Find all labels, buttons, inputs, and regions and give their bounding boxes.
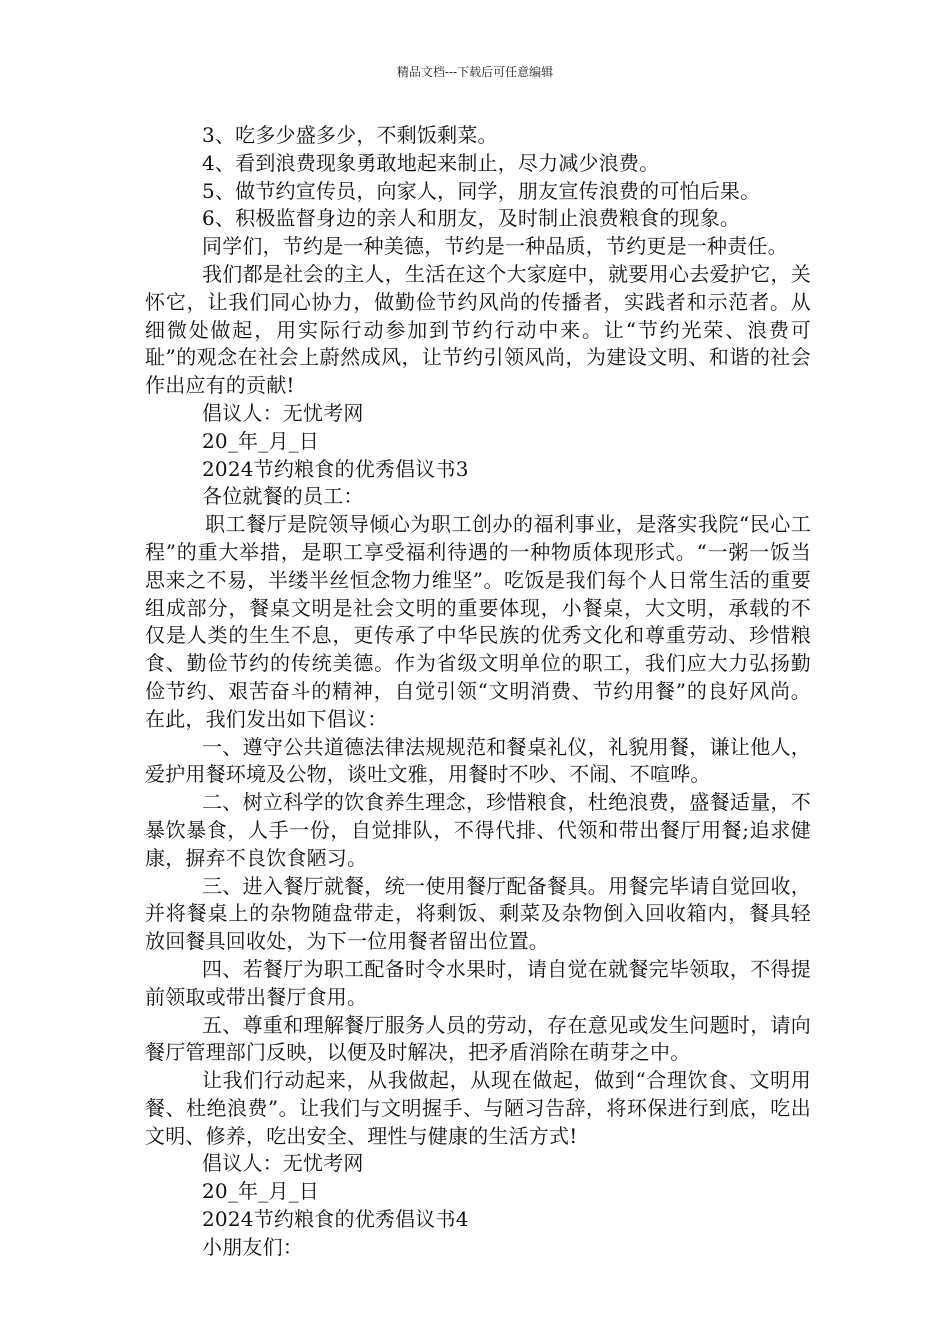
list-item: 4、看到浪费现象勇敢地起来制止，尽力减少浪费。 <box>202 150 660 175</box>
section-title: 2024节约粮食的优秀倡议书3 <box>202 456 469 481</box>
list-item: 6、积极监督身边的亲人和朋友，及时制止浪费粮食的现象。 <box>202 206 741 231</box>
paragraph: 三、进入餐厅就餐，统一使用餐厅配备餐具。用餐完毕请自觉回收，并将餐桌上的杂物随盘带走，将剩饭、剩菜及杂物倒入回收箱内，餐具轻放回餐具回收处，为下一位用餐者留出位置。 <box>145 873 811 954</box>
date-line: 20_年_月_日 <box>202 1179 320 1204</box>
salutation: 各位就餐的员工： <box>202 484 364 509</box>
paragraph: 二、树立科学的饮食养生理念，珍惜粮食，杜绝浪费，盛餐适量，不暴饮暴食，人手一份，自觉排队，不得代排、代领和带出餐厅用餐;追求健康，摒弃不良饮食陋习。 <box>145 790 811 870</box>
list-item: 3、吃多少盛多少，不剩饭剩菜。 <box>202 123 498 147</box>
page-header: 精品文档---下载后可任意编辑 <box>396 65 554 79</box>
paragraph: 一、遵守公共道德法律法规规范和餐桌礼仪，礼貌用餐，谦让他人，爱护用餐环境及公物，谈吐文雅，用餐时不吵、不闹、不喧哗。 <box>145 734 811 787</box>
paragraph: 职工餐厅是院领导倾心为职工创办的福利事业，是落实我院“民心工程”的重大举措，是职工享受福利待遇的一种物质体现形式。“一粥一饭当思来之不易，半缕半丝恒念物力维坚”。吃饭是我们每个人日常生活的重要组成部分，餐桌文明是社会文明的重要体现，小餐桌，大文明，承载的不仅是人类的生生不息，更传承了中华民族的优秀文化和尊重劳动、珍惜粮食、勤俭节约的传统美德。作为省级文明单位的职工，我们应大力弘扬勤俭节约、艰苦奋斗的精神，自觉引领“文明消费、节约用餐”的良好风尚。在此，我们发出如下倡议： <box>145 512 811 731</box>
list-item: 5、做节约宣传员，向家人，同学，朋友宣传浪费的可怕后果。 <box>202 178 761 203</box>
paragraph: 让我们行动起来，从我做起，从现在做起，做到“合理饮食、文明用餐、杜绝浪费”。让我们与文明握手、与陋习告辞，将环保进行到底，吃出文明、修养，吃出安全、理性与健康的生活方式! <box>145 1068 811 1148</box>
paragraph: 五、尊重和理解餐厅服务人员的劳动，存在意见或发生问题时，请向餐厅管理部门反映，以便及时解决，把矛盾消除在萌芽之中。 <box>145 1012 811 1065</box>
paragraph: 同学们，节约是一种美德，节约是一种品质，节约更是一种责任。 <box>202 234 788 259</box>
section-title: 2024节约粮食的优秀倡议书4 <box>202 1207 469 1232</box>
document-body <box>145 122 811 1262</box>
date-line: 20_年_月_日 <box>202 428 320 453</box>
signature-line: 倡议人：无忧考网 <box>202 1151 364 1176</box>
salutation: 小朋友们： <box>202 1234 303 1259</box>
paragraph: 我们都是社会的主人，生活在这个大家庭中，就要用心去爱护它，关怀它，让我们同心协力，做勤俭节约风尚的传播者，实践者和示范者。从细微处做起，用实际行动参加到节约行动中来。让“节约光荣、浪费可耻”的观念在社会上蔚然成风，让节约引领风尚，为建设文明、和谐的社会作出应有的贡献! <box>145 261 811 398</box>
paragraph: 四、若餐厅为职工配备时令水果时，请自觉在就餐完毕领取，不得提前领取或带出餐厅食用。 <box>145 956 811 1009</box>
signature-line: 倡议人：无忧考网 <box>202 400 364 425</box>
